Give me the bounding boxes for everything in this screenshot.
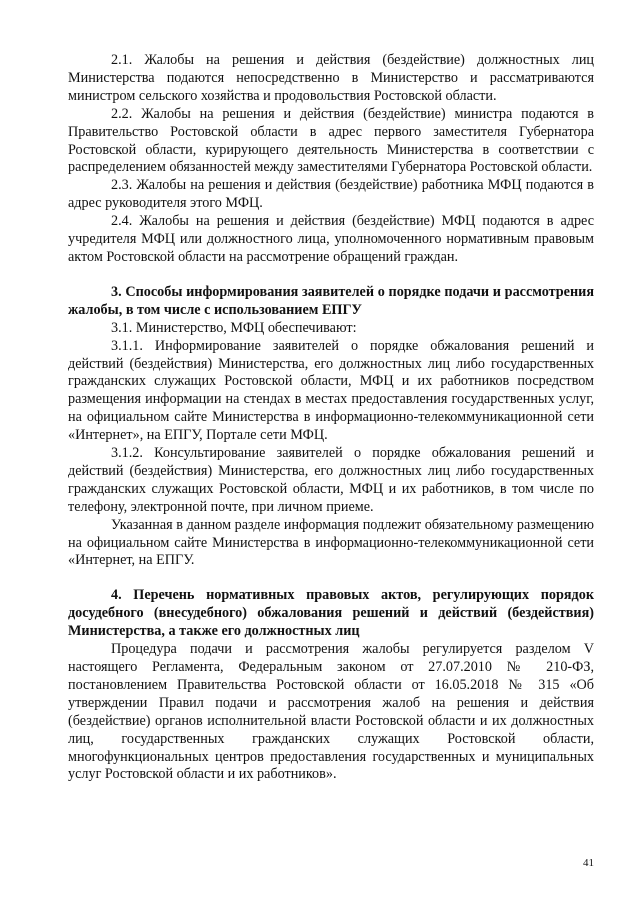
paragraph-2-1: 2.1. Жалобы на решения и действия (бездействие) должностных лиц Министерства подаются непосредственно в Министерство и рассматриваются министром сельского хозяйства и продовольствия Ростовской области. (68, 52, 594, 104)
section-gap (68, 267, 594, 284)
paragraph-2-2: 2.2. Жалобы на решения и действия (бездействие) министра подаются в Правительство Ростовской области в адрес первого заместителя Губернатора Ростовской области, курирующего деятельность Министерства в соответствии с распределением обязанностей между заместителями Губернатора Ростовской области. (68, 105, 594, 176)
paragraph-2-4: 2.4. Жалобы на решения и действия (бездействие) МФЦ подаются в адрес учредителя МФЦ или должностного лица, уполномоченного нормативным правовым актом Ростовской области на рассмотрение обращений граждан. (68, 213, 594, 265)
page-number: 41 (583, 857, 594, 869)
paragraph-3-1-2: 3.1.2. Консультирование заявителей о порядке обжалования решений и действий (бездействия) Министерства, его должностных лиц либо государственных гражданских служащих Ростовской области, МФЦ и их работников, в том числе по телефону, электронной почте, при личном приеме. (68, 445, 594, 515)
paragraph-3-note: Указанная в данном разделе информация подлежит обязательному размещению на официальном сайте Министерства в информационно-телекоммуникационной сети «Интернет, на ЕПГУ. (68, 516, 594, 569)
section-gap (68, 570, 594, 587)
paragraph-3-1: 3.1. Министерство, МФЦ обеспечивают: (111, 319, 357, 336)
paragraph-4: Процедура подачи и рассмотрения жалобы регулируется разделом V настоящего Регламента, Федеральным законом от 27.07.2010 № 210-ФЗ, постановлением Правительства Ростовской области от 16.05.2018 № 315 «Об утверждении Правил подачи и рассмотрения жалоб на решения и действия (бездействие) органов исполнительной власти Ростовской области и их должностных лиц, государственных гражданских служащих Ростовской области, многофункциональных центров предоставления государственных и муниципальных услуг Ростовской области и их работников». (68, 641, 594, 783)
paragraph-3-1-1: 3.1.1. Информирование заявителей о порядке обжалования решений и действий (бездействия) Министерства, его должностных лиц либо государственных гражданских служащих Ростовской области, МФЦ и их работников посредством размещения информации на стендах в местах предоставления государственных услуг, на официальном сайте Министерства в информационно-телекоммуникационной сети «Интернет», на ЕПГУ, Портале сети МФЦ. (68, 337, 594, 444)
section-4-heading: 4. Перечень нормативных правовых актов, регулирующих порядок досудебного (внесудебного) обжалования решений и действий (бездействия) Министерства, а также его должностных лиц (68, 587, 594, 640)
paragraph-2-3: 2.3. Жалобы на решения и действия (бездействие) работника МФЦ подаются в адрес руководителя этого МФЦ. (68, 177, 594, 212)
section-3-heading: 3. Способы информирования заявителей о порядке подачи и рассмотрения жалобы, в том числе с использованием ЕПГУ (68, 283, 594, 318)
